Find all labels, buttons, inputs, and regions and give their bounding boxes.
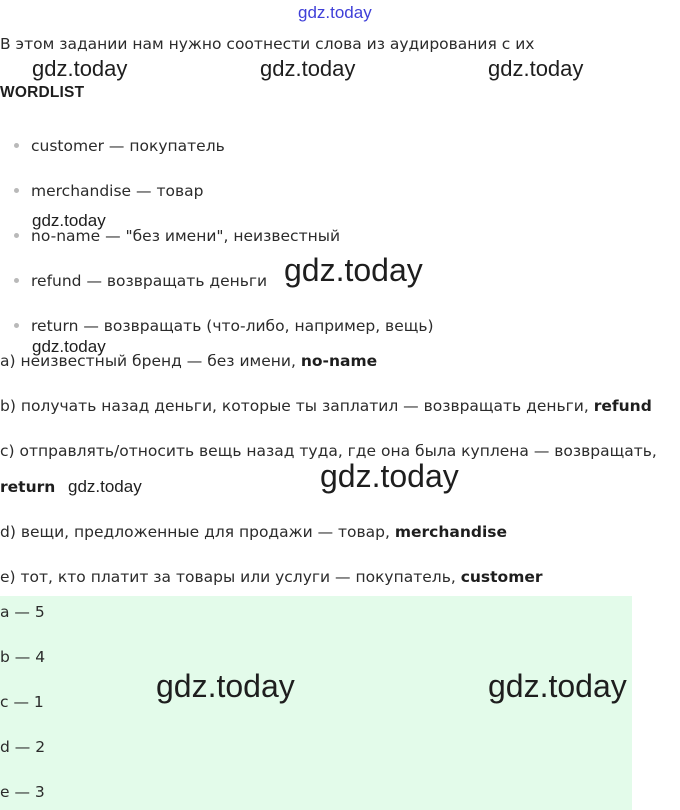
definition-answer: refund [593, 397, 652, 415]
answer-item: d — 2 [0, 738, 46, 756]
wordlist-item [14, 137, 225, 155]
definition-b [0, 397, 652, 415]
definition-text: d) вещи, предложенные для продажи — товар, [0, 523, 395, 541]
watermark-top: gdz.today [298, 3, 372, 22]
definition-answer: no-name [300, 352, 378, 370]
watermark: gdz.today [32, 337, 106, 356]
watermark: gdz.today [156, 668, 295, 704]
watermark: gdz.today [320, 458, 459, 494]
wordlist-item [14, 182, 203, 200]
watermark: gdz.today [32, 56, 128, 81]
wordlist-item [14, 272, 267, 290]
watermark: gdz.today [488, 668, 627, 704]
wordlist-item-text: return — возвращать (что-либо, например, вещь) [31, 317, 434, 335]
definition-c-answer [0, 478, 55, 496]
definition-d [0, 523, 507, 541]
definition-answer: merchandise [394, 523, 508, 541]
watermark: gdz.today [488, 56, 584, 81]
wordlist-item [14, 317, 434, 335]
definition-text: c) отправлять/относить вещь назад туда, где она была куплена — возвращать, [0, 442, 657, 460]
wordlist-item-text: no-name — "без имени", неизвестный [31, 227, 341, 245]
wordlist-item-text: refund — возвращать деньги [31, 272, 268, 290]
definition-answer: customer [460, 568, 543, 586]
definition-text: b) получать назад деньги, которые ты заплатил — возвращать деньги, [0, 397, 594, 415]
answer-item: e — 3 [0, 783, 45, 801]
answer-item: c — 1 [0, 693, 44, 711]
wordlist-heading: WORDLIST [0, 84, 85, 101]
watermark: gdz.today [284, 252, 423, 288]
definition-text: a) неизвестный бренд — без имени, [0, 352, 301, 370]
watermark: gdz.today [260, 56, 356, 81]
bullet-icon [14, 143, 19, 148]
watermark: gdz.today [68, 477, 142, 496]
bullet-icon [14, 278, 19, 283]
bullet-icon [14, 233, 19, 238]
definition-e [0, 568, 543, 586]
definition-text: e) тот, кто платит за товары или услуги — покупатель, [0, 568, 461, 586]
wordlist-item-text: merchandise — товар [31, 182, 204, 200]
definition-answer: return [0, 478, 56, 496]
bullet-icon [14, 188, 19, 193]
intro-text: В этом задании нам нужно соотнести слова из аудирования с их [0, 35, 535, 53]
watermark: gdz.today [32, 211, 106, 230]
answer-item: b — 4 [0, 648, 46, 666]
bullet-icon [14, 323, 19, 328]
wordlist-item-text: customer — покупатель [31, 137, 225, 155]
answer-item: a — 5 [0, 603, 45, 621]
